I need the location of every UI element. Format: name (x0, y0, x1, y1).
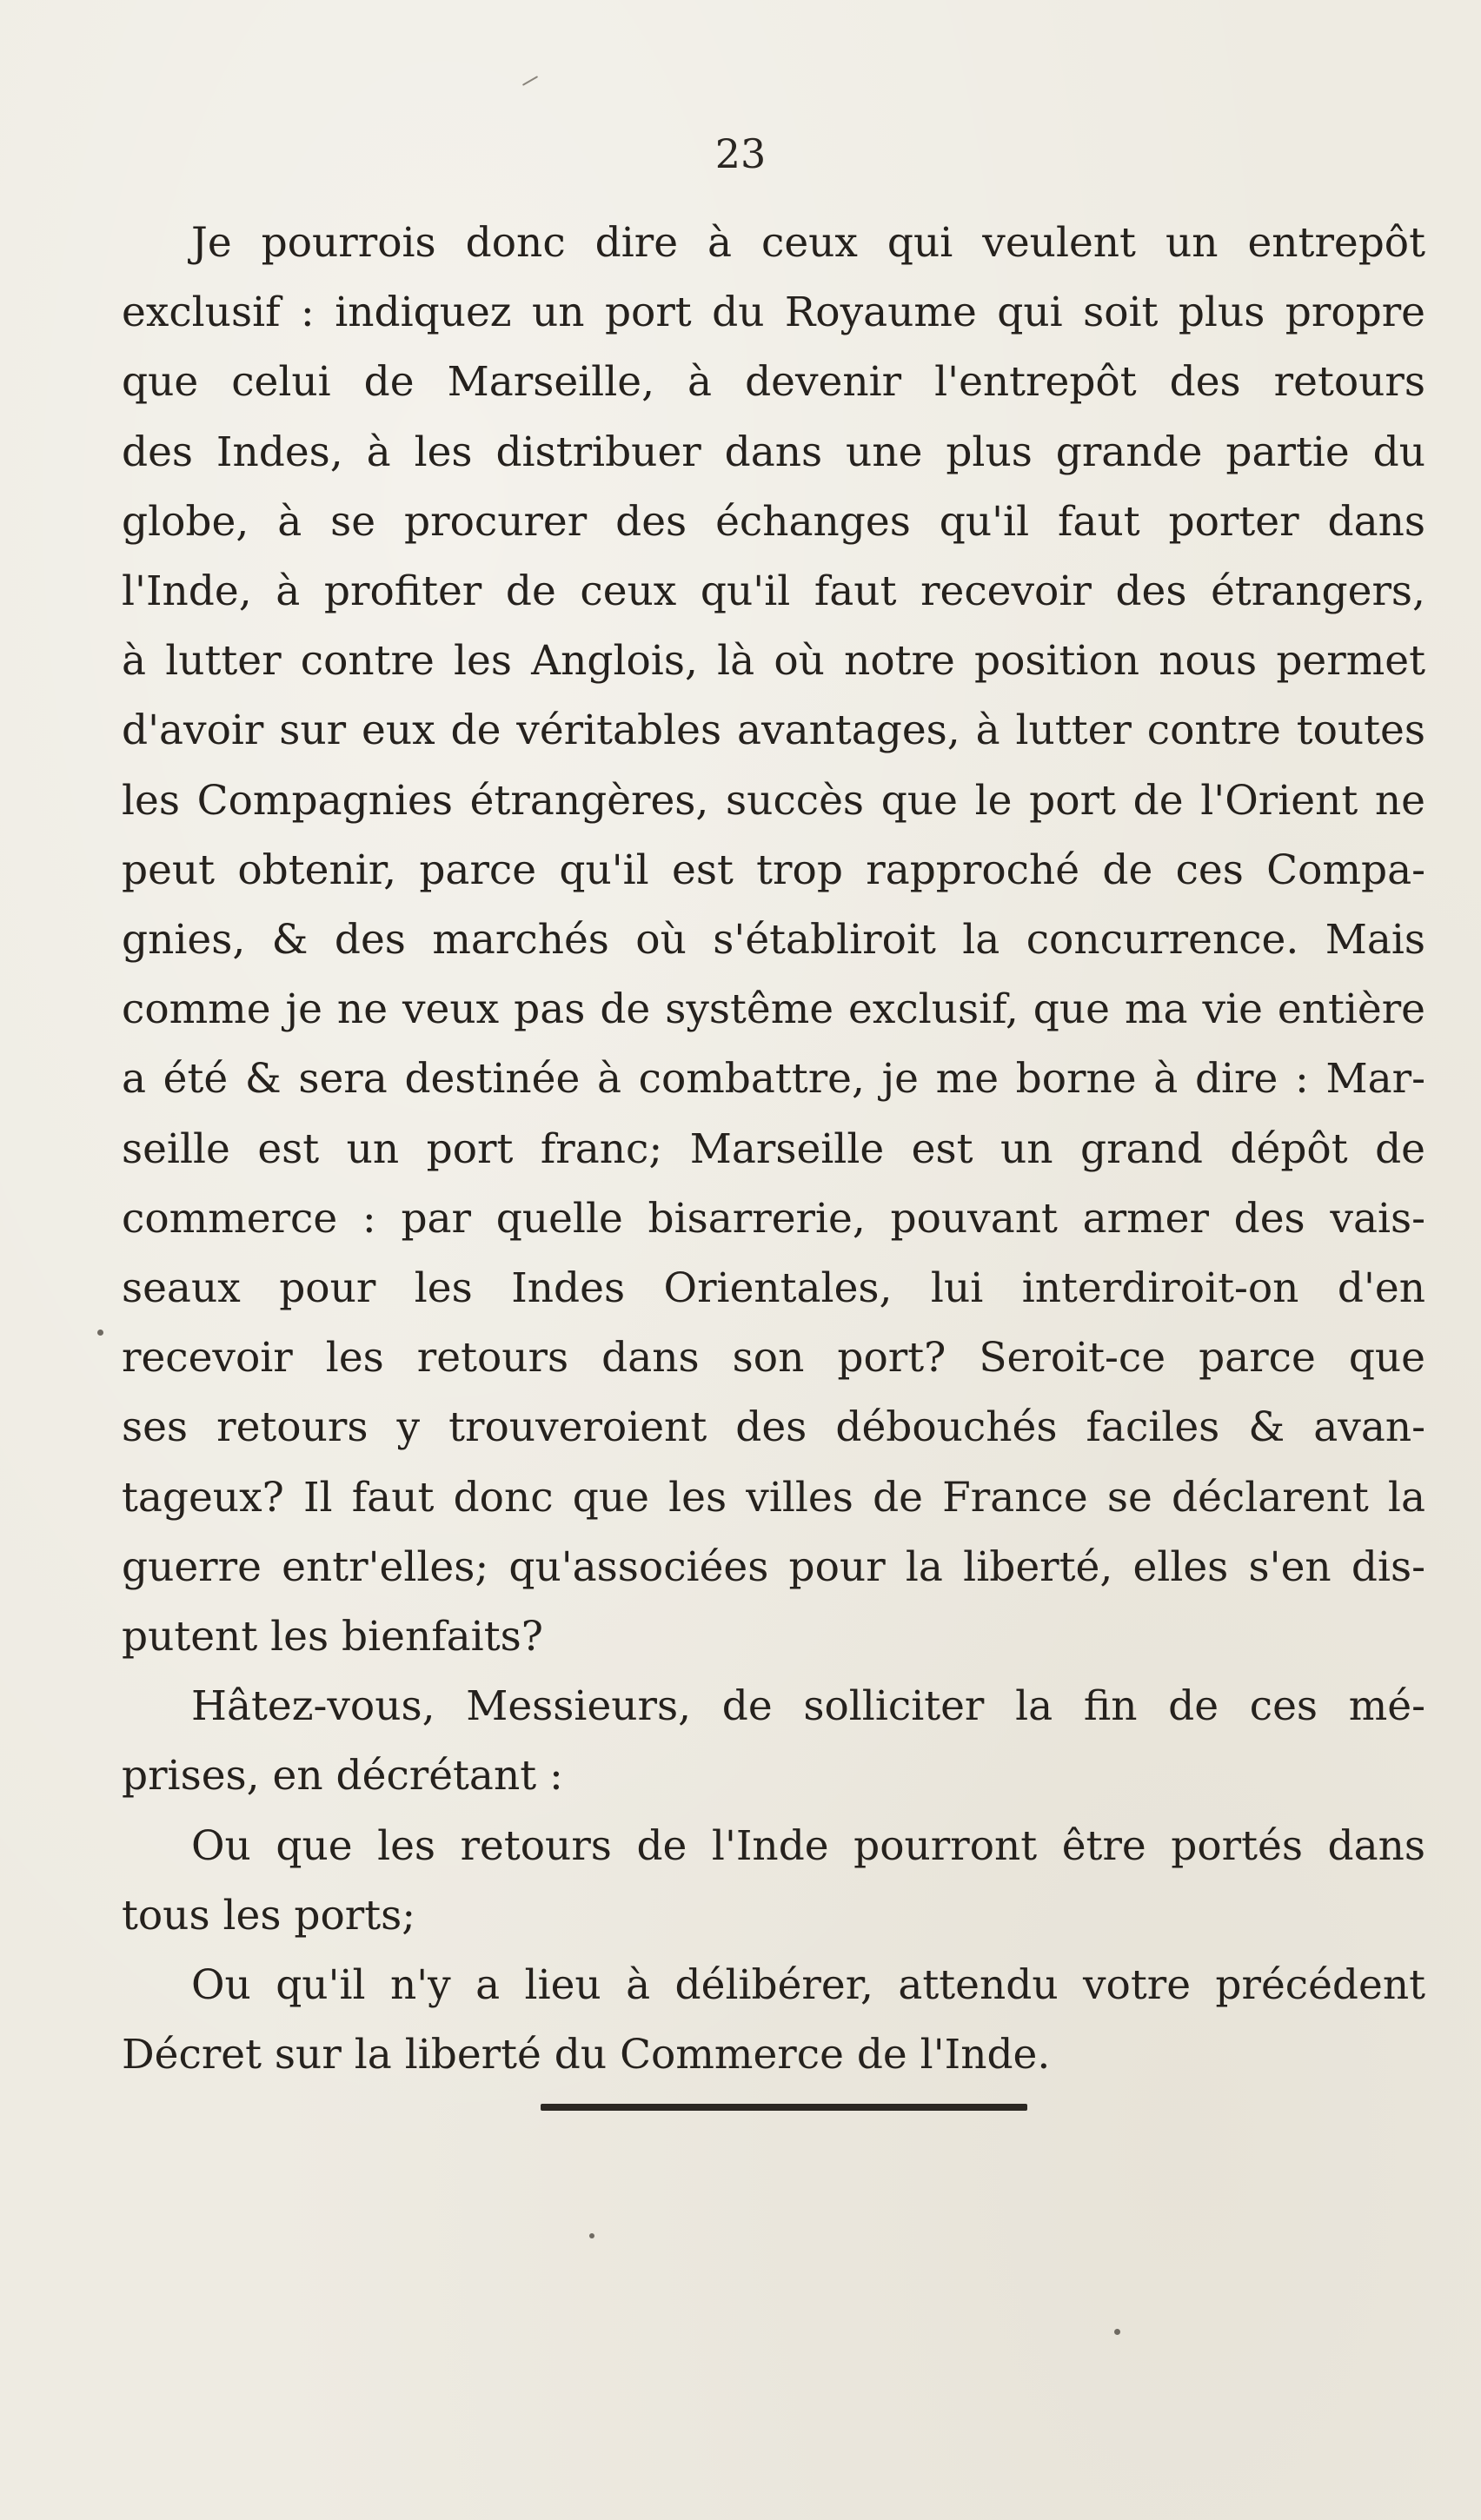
text-line: des Indes, à les distribuer dans une plus grande partie du (122, 428, 1425, 476)
text-line: globe, à se procurer des échanges qu'il faut porter dans (122, 497, 1425, 546)
text-line: guerre entr'elles; qu'associées pour la liberté, elles s'en dis- (122, 1542, 1425, 1591)
text-line: Décret sur la liberté du Commerce de l'Inde. (122, 2031, 1051, 2079)
text-line: d'avoir sur eux de véritables avantages, à lutter contre toutes (122, 706, 1425, 755)
paper-speck (97, 1330, 103, 1336)
paragraph-2 (122, 1672, 1425, 1811)
text-line: que celui de Marseille, à devenir l'entrepôt des retours (122, 358, 1425, 407)
paper-speck (589, 2233, 594, 2238)
text-line: ses retours y trouveroient des débouchés faciles & avan- (122, 1403, 1425, 1452)
text-line: l'Inde, à profiter de ceux qu'il faut recevoir des étrangers, (122, 567, 1425, 616)
text-line: tous les ports; (122, 1891, 416, 1940)
paragraph-1 (122, 209, 1425, 1672)
text-line: comme je ne veux pas de systême exclusif, que ma vie entière (122, 985, 1425, 1034)
text-line: Hâtez-vous, Messieurs, de solliciter la fin de ces mé- (191, 1682, 1425, 1731)
paper-speck (522, 76, 538, 86)
text-line: putent les bienfaits? (122, 1613, 543, 1661)
text-line: seaux pour les Indes Orientales, lui interdiroit-on d'en (122, 1264, 1425, 1313)
text-line: prises, en décrétant : (122, 1752, 563, 1800)
text-line: Ou que les retours de l'Inde pourront être portés dans (191, 1821, 1425, 1870)
text-line: peut obtenir, parce qu'il est trop rapproché de ces Compa- (122, 846, 1425, 894)
text-line: recevoir les retours dans son port? Seroit-ce parce que (122, 1334, 1425, 1383)
text-line: à lutter contre les Anglois, là où notre position nous permet (122, 637, 1425, 686)
text-line: Ou qu'il n'y a lieu à délibérer, attendu votre précédent (191, 1961, 1425, 2010)
page-number: 23 (714, 130, 767, 177)
text-line: les Compagnies étrangères, succès que le port de l'Orient ne (122, 776, 1425, 825)
text-line: commerce : par quelle bisarrerie, pouvant armer des vais- (122, 1194, 1425, 1243)
paragraph-3 (122, 1812, 1425, 1951)
text-line: seille est un port franc; Marseille est un grand dépôt de (122, 1124, 1425, 1173)
end-rule (541, 2104, 1027, 2111)
text-line: gnies, & des marchés où s'établiroit la concurrence. Mais (122, 916, 1425, 965)
paper-speck (1114, 2329, 1120, 2335)
body-text (122, 209, 1425, 2090)
text-line: exclusif : indiquez un port du Royaume qui soit plus propre (122, 288, 1425, 337)
text-line: a été & sera destinée à combattre, je me borne à dire : Mar- (122, 1055, 1425, 1104)
text-line: tageux? Il faut donc que les villes de France se déclarent la (122, 1473, 1425, 1522)
paragraph-4 (122, 1951, 1425, 2090)
text-line: Je pourrois donc dire à ceux qui veulent un entrepôt (191, 219, 1425, 267)
